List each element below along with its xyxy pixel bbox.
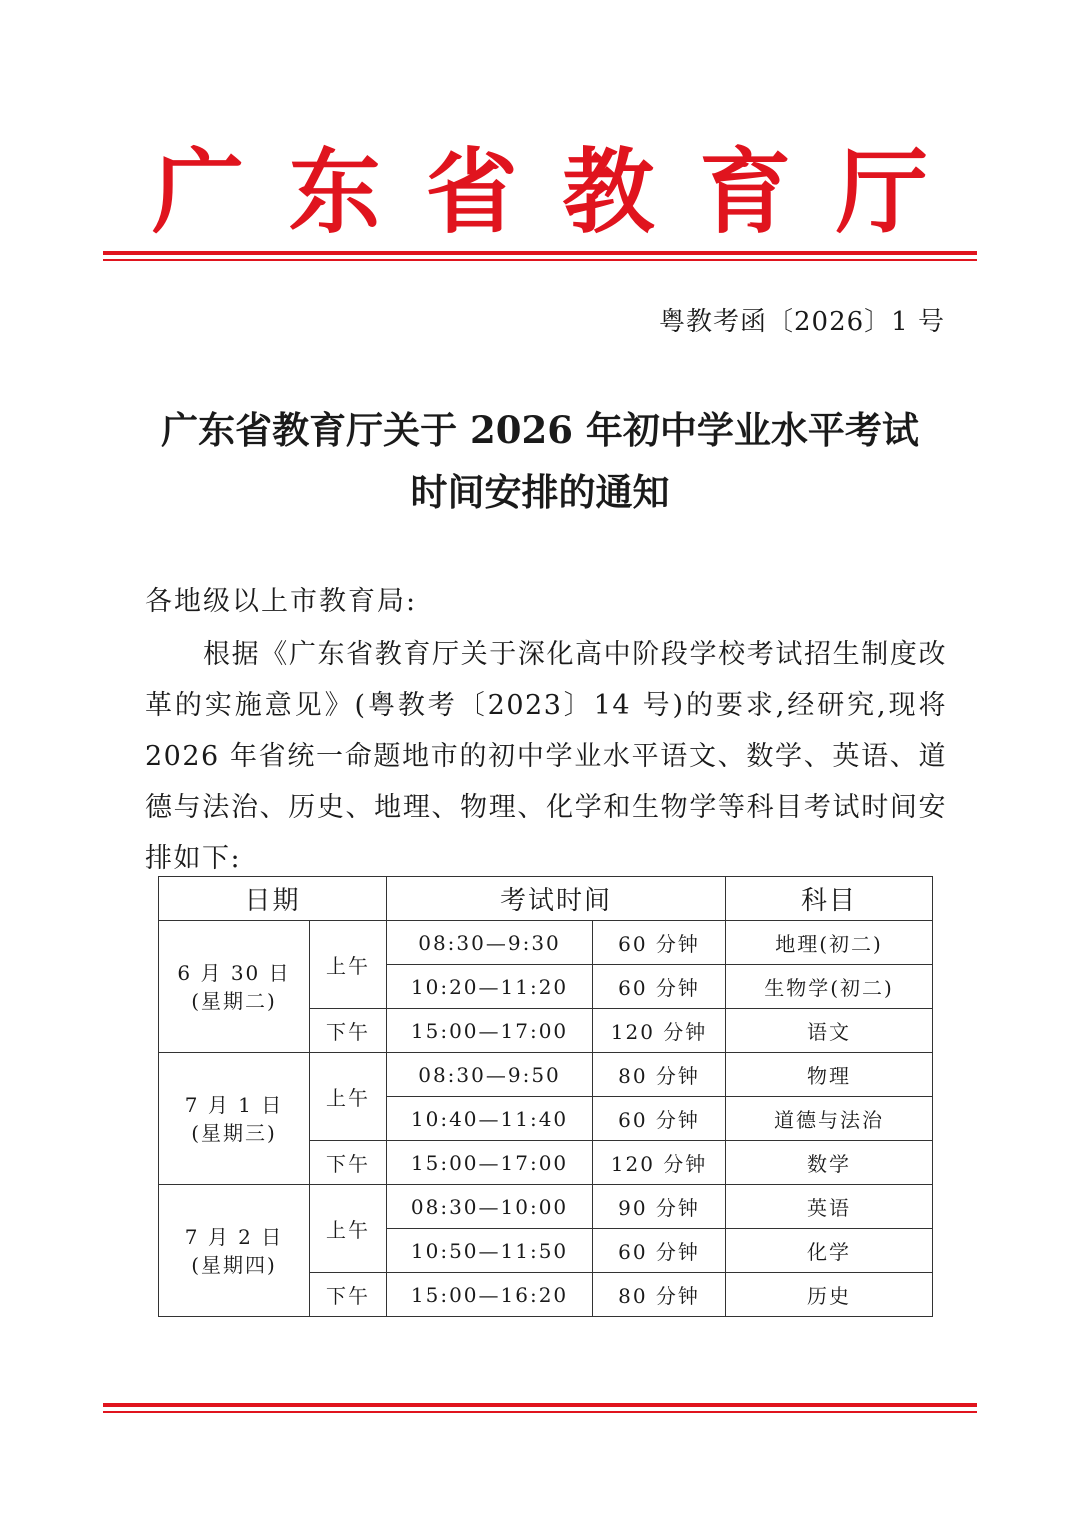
subject-cell: 地理(初二) [726, 921, 933, 965]
body-paragraph: 根据《广东省教育厅关于深化高中阶段学校考试招生制度改革的实施意见》(粤教考〔2023〕14 号)的要求,经研究,现将 2026 年省统一命题地市的初中学业水平语文、数学、英语、道德与法治、历史、地理、物理、化学和生物学等科目考试时间安排如下: [145, 639, 947, 874]
time-cell: 08:30—10:00 [387, 1185, 593, 1229]
duration-cell: 60 分钟 [593, 965, 726, 1009]
subject-cell: 英语 [726, 1185, 933, 1229]
duration-cell: 90 分钟 [593, 1185, 726, 1229]
duration-cell: 60 分钟 [593, 1097, 726, 1141]
period-cell: 下午 [310, 1141, 387, 1185]
time-cell: 08:30—9:30 [387, 921, 593, 965]
document-title-line-2: 时间安排的通知 [410, 470, 670, 514]
date-cell [159, 921, 310, 1053]
header-rule-thin [103, 259, 977, 261]
duration-cell: 120 分钟 [593, 1009, 726, 1053]
time-cell: 08:30—9:50 [387, 1053, 593, 1097]
letterhead-char: 厅 [835, 138, 928, 246]
period-cell: 下午 [310, 1009, 387, 1053]
duration-cell: 80 分钟 [593, 1053, 726, 1097]
subject-cell: 道德与法治 [726, 1097, 933, 1141]
letterhead-char: 省 [425, 138, 518, 246]
table-row [159, 1185, 933, 1229]
duration-cell: 60 分钟 [593, 921, 726, 965]
exam-schedule-table [158, 876, 933, 1317]
footer-rule-thin [103, 1411, 977, 1413]
time-cell: 10:50—11:50 [387, 1229, 593, 1273]
letterhead-char: 广 [152, 138, 245, 246]
date-text: 7 月 1 日 [184, 1092, 284, 1117]
subject-cell: 物理 [726, 1053, 933, 1097]
header-date: 日期 [159, 877, 387, 921]
subject-cell: 生物学(初二) [726, 965, 933, 1009]
date-cell [159, 1185, 310, 1317]
header-subject: 科目 [726, 877, 933, 921]
date-text: 6 月 30 日 [177, 960, 291, 985]
letterhead-char: 教 [562, 138, 655, 246]
weekday-text: (星期四) [191, 1252, 277, 1277]
time-cell: 15:00—16:20 [387, 1273, 593, 1317]
subject-cell: 历史 [726, 1273, 933, 1317]
weekday-text: (星期二) [191, 988, 277, 1013]
subject-cell: 化学 [726, 1229, 933, 1273]
period-cell: 下午 [310, 1273, 387, 1317]
header-rule-thick [103, 251, 977, 255]
letterhead [100, 138, 980, 246]
letterhead-char: 育 [699, 138, 792, 246]
time-cell: 15:00—17:00 [387, 1009, 593, 1053]
duration-cell: 80 分钟 [593, 1273, 726, 1317]
header-exam-time: 考试时间 [387, 877, 726, 921]
table-header-row [159, 877, 933, 921]
time-cell: 10:40—11:40 [387, 1097, 593, 1141]
period-cell: 上午 [310, 1185, 387, 1273]
document-title-line-1: 广东省教育厅关于 2026 年初中学业水平考试 [161, 408, 919, 452]
footer-rule-thick [103, 1403, 977, 1407]
subject-cell: 语文 [726, 1009, 933, 1053]
date-text: 7 月 2 日 [184, 1224, 284, 1249]
period-cell: 上午 [310, 921, 387, 1009]
weekday-text: (星期三) [191, 1120, 277, 1145]
time-cell: 15:00—17:00 [387, 1141, 593, 1185]
table-row [159, 921, 933, 965]
subject-cell: 数学 [726, 1141, 933, 1185]
table-row [159, 1053, 933, 1097]
date-cell [159, 1053, 310, 1185]
document-number: 粤教考函〔2026〕1 号 [659, 307, 945, 337]
period-cell: 上午 [310, 1053, 387, 1141]
duration-cell: 60 分钟 [593, 1229, 726, 1273]
letterhead-char: 东 [288, 138, 381, 246]
salutation: 各地级以上市教育局: [145, 586, 418, 617]
duration-cell: 120 分钟 [593, 1141, 726, 1185]
time-cell: 10:20—11:20 [387, 965, 593, 1009]
